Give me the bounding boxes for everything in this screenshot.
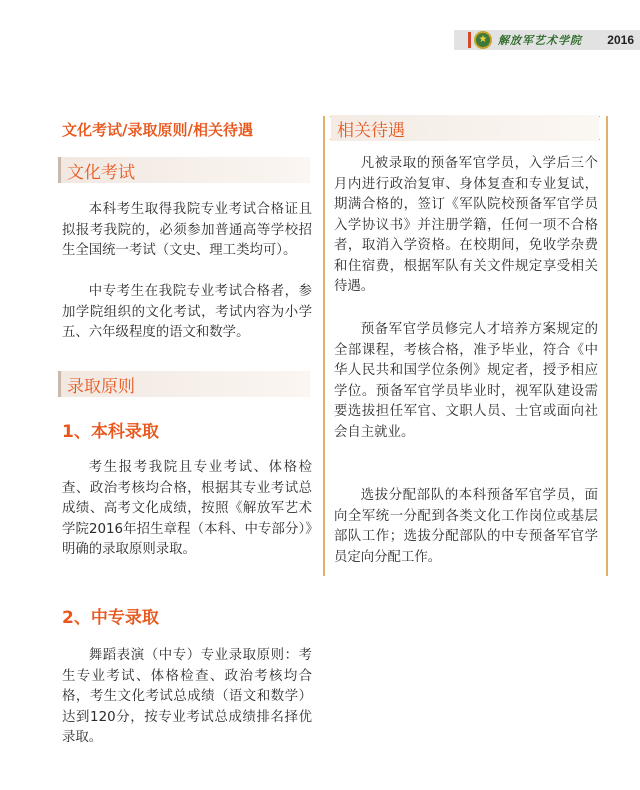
- header-accent-bar: [468, 32, 471, 48]
- army-emblem-icon: [474, 31, 492, 49]
- sub-heading-undergraduate: 1、本科录取: [62, 422, 159, 442]
- section-label-benefits: [331, 115, 599, 141]
- page-header: [454, 30, 640, 50]
- section-label-text: 文化考试: [67, 163, 135, 183]
- section-label-text: 相关待遇: [337, 121, 405, 141]
- section-label-culture-exam: [58, 157, 310, 183]
- culture-exam-paragraph-1: 本科考生取得我院专业考试合格证且拟报考我院的，必须参加普通高等学校招生全国统一考试（文史、理工类均可）。: [62, 202, 312, 258]
- sub-heading-secondary: 2、中专录取: [62, 608, 159, 628]
- benefits-paragraph-1: 凡被录取的预备军官学员，入学后三个月内进行政治复审、身体复查和专业复试，期满合格的，签订《军队院校预备军官学员入学协议书》并注册学籍，任何一项不合格者，取消入学资格。在校期间，免收学杂费和住宿费，根据军队有关文件规定享受相关待遇。: [334, 156, 598, 294]
- undergraduate-admission-paragraph: 考生报考我院且专业考试、体格检查、政治考核均合格，根据其专业考试总成绩、高考文化成绩，按照《解放军艺术学院2016年招生章程（本科、中专部分）》明确的录取原则录取。: [62, 460, 312, 557]
- school-name: 解放军艺术学院: [498, 34, 582, 47]
- right-column-right-rule: [606, 116, 608, 576]
- section-label-admission: [58, 371, 310, 397]
- benefits-paragraph-2: 预备军官学员修完人才培养方案规定的全部课程，考核合格，准予毕业，符合《中华人民共和国学位条例》规定者，授予相应学位。预备军官学员毕业时，视军队建设需要选拔担任军官、文职人员、士官或面向社会自主就业。: [334, 322, 598, 440]
- section-label-text: 录取原则: [67, 377, 135, 397]
- right-column-left-rule: [323, 116, 325, 576]
- secondary-admission-paragraph: 舞蹈表演（中专）专业录取原则：考生专业考试、体格检查、政治考核均合格，考生文化考试总成绩（语文和数学）达到120分，按专业考试总成绩排名择优录取。: [62, 648, 312, 745]
- culture-exam-paragraph-2: 中专考生在我院专业考试合格者，参加学院组织的文化考试，考试内容为小学五、六年级程度的语文和数学。: [62, 284, 312, 340]
- star-icon: ★: [478, 34, 488, 45]
- header-year: 2016: [607, 33, 634, 47]
- benefits-paragraph-3: 选拔分配部队的本科预备军官学员，面向全军统一分配到各类文化工作岗位或基层部队工作；选拔分配部队的中专预备军官学员定向分配工作。: [334, 488, 598, 565]
- page-title: 文化考试/录取原则/相关待遇: [62, 121, 253, 139]
